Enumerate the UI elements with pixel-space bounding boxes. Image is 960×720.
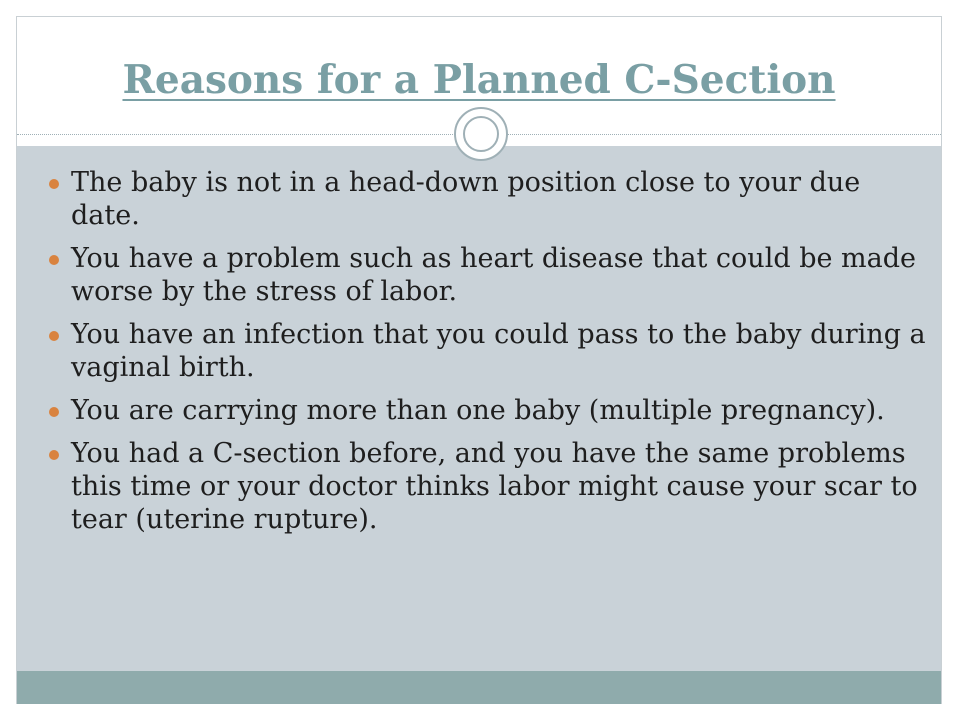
slide-title: Reasons for a Planned C-Section — [122, 57, 836, 103]
bullet-dot-icon — [49, 179, 59, 189]
bullet-item-4 — [48, 394, 928, 427]
bullet-dot-icon — [49, 450, 59, 460]
bullet-item-3 — [48, 318, 928, 384]
bullet-item-5 — [48, 437, 928, 536]
bullet-dot-icon — [49, 255, 59, 265]
circle-ornament-icon — [454, 107, 508, 161]
bullet-text: You have an infection that you could pass to the baby during a vaginal birth. — [71, 319, 926, 383]
bullet-list — [48, 166, 928, 546]
bullet-item-1 — [48, 166, 928, 232]
bullet-text: You had a C-section before, and you have the same problems this time or your doctor thinks labor might cause your scar to tear (uterine rupture). — [71, 438, 918, 535]
bullet-text: You are carrying more than one baby (multiple pregnancy). — [71, 395, 885, 426]
bullet-dot-icon — [49, 331, 59, 341]
footer-band — [17, 671, 941, 704]
bullet-text: You have a problem such as heart disease that could be made worse by the stress of labor. — [71, 243, 917, 307]
bullet-item-2 — [48, 242, 928, 308]
circle-ornament-inner — [463, 116, 499, 152]
bullet-dot-icon — [49, 407, 59, 417]
bullet-text: The baby is not in a head-down position close to your due date. — [71, 167, 861, 231]
